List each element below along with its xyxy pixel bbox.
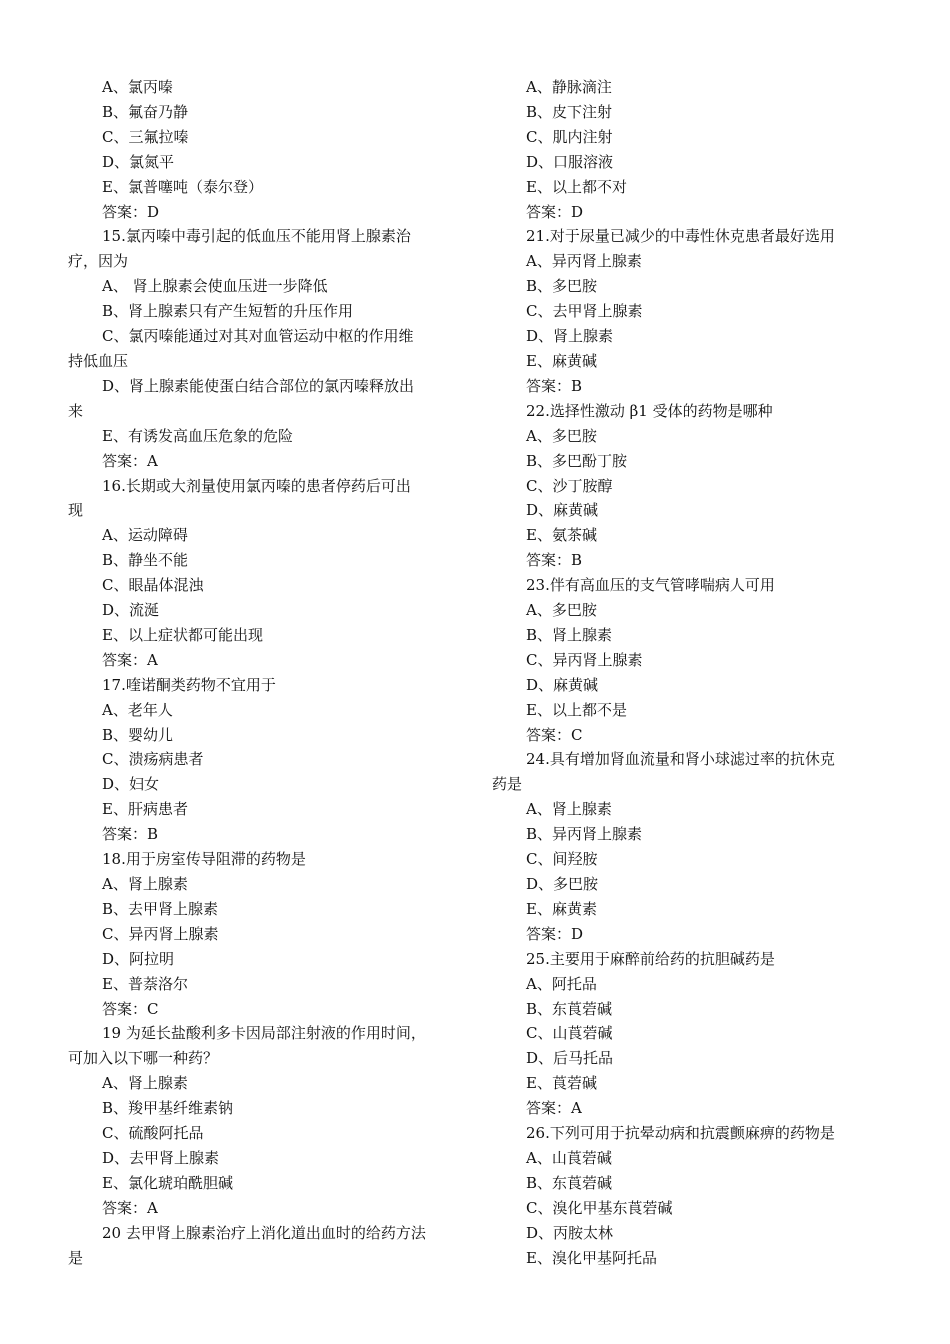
text-line: C、肌内注射 bbox=[526, 127, 613, 146]
text-line: 23.伴有高血压的支气管哮喘病人可用 bbox=[526, 576, 775, 595]
text-line: B、异丙肾上腺素 bbox=[526, 825, 643, 844]
text-line: 20 去甲肾上腺素治疗上消化道出血时的给药方法 bbox=[102, 1223, 426, 1242]
text-line: D、多巴胺 bbox=[526, 875, 599, 893]
text-line: D、口服溶液 bbox=[526, 152, 614, 171]
text-line: A、肾上腺素 bbox=[102, 1074, 188, 1093]
text-line: 答案：D bbox=[102, 202, 160, 221]
text-line: 答案：A bbox=[526, 1099, 582, 1118]
text-line: 24.具有增加肾血流量和肾小球滤过率的抗休克 bbox=[526, 750, 835, 769]
text-line: A、老年人 bbox=[102, 700, 173, 719]
text-line: D、流涎 bbox=[102, 601, 160, 620]
text-line: C、硫酸阿托品 bbox=[102, 1124, 204, 1143]
text-line: C、氯丙嗪能通过对其对血管运动中枢的作用维 bbox=[102, 327, 414, 346]
text-line: A、静脉滴注 bbox=[526, 78, 612, 96]
text-line: 答案：A bbox=[102, 1198, 158, 1217]
text-line: E、莨菪碱 bbox=[526, 1074, 597, 1093]
text-line: 来 bbox=[68, 401, 84, 420]
text-line: 可加入以下哪一种药？ bbox=[68, 1049, 219, 1068]
text-line: A、多巴胺 bbox=[526, 426, 597, 445]
text-line: E、氯化琥珀酰胆碱 bbox=[102, 1173, 233, 1192]
text-line: D、后马托品 bbox=[526, 1049, 614, 1068]
text-line: 药是 bbox=[492, 775, 523, 794]
text-line: 答案：D bbox=[526, 924, 584, 943]
text-line: D、阿拉明 bbox=[102, 949, 175, 968]
text-line: B、皮下注射 bbox=[526, 102, 613, 121]
text-line: C、异丙肾上腺素 bbox=[102, 924, 219, 943]
text-line: D、妇女 bbox=[102, 775, 160, 794]
text-line: A、氯丙嗪 bbox=[102, 78, 173, 96]
text-line: 答案：B bbox=[526, 376, 583, 395]
text-line: 22.选择性激动 β1 受体的药物是哪种 bbox=[526, 401, 773, 420]
text-line: 是 bbox=[68, 1248, 84, 1267]
text-line: D、麻黄碱 bbox=[526, 501, 599, 520]
text-line: C、溴化甲基东莨菪碱 bbox=[526, 1198, 673, 1217]
text-line: 疗，因为 bbox=[68, 252, 129, 271]
left-column bbox=[68, 75, 460, 1271]
text-line: 答案：C bbox=[526, 725, 583, 744]
text-line: C、沙丁胺醇 bbox=[526, 476, 613, 495]
text-line: 15.氯丙嗪中毒引起的低血压不能用肾上腺素治 bbox=[102, 227, 411, 246]
text-line: B、婴幼儿 bbox=[102, 725, 174, 744]
text-line: 25.主要用于麻醉前给药的抗胆碱药是 bbox=[526, 949, 775, 968]
text-line: B、肾上腺素只有产生短暂的升压作用 bbox=[102, 302, 354, 321]
text-line: D、去甲肾上腺素 bbox=[102, 1148, 220, 1167]
text-line: 答案：C bbox=[102, 999, 159, 1018]
text-line: B、东莨菪碱 bbox=[526, 1173, 613, 1192]
text-line: 答案：B bbox=[102, 825, 159, 844]
text-line: E、麻黄素 bbox=[526, 899, 597, 918]
text-line: 答案：D bbox=[526, 202, 584, 221]
text-line: E、有诱发高血压危象的危险 bbox=[102, 426, 293, 445]
text-line: 现 bbox=[68, 501, 84, 520]
text-line: D、肾上腺素能使蛋白结合部位的氯丙嗪释放出 bbox=[102, 376, 415, 395]
text-line: B、去甲肾上腺素 bbox=[102, 899, 219, 918]
text-line: B、东莨菪碱 bbox=[526, 999, 613, 1018]
text-line: 持低血压 bbox=[68, 351, 129, 370]
text-line: E、麻黄碱 bbox=[526, 351, 597, 370]
right-column bbox=[492, 75, 872, 1271]
text-line: E、溴化甲基阿托品 bbox=[526, 1248, 657, 1267]
text-line: 答案：B bbox=[526, 551, 583, 570]
text-line: D、肾上腺素 bbox=[526, 327, 614, 346]
text-line: C、溃疡病患者 bbox=[102, 750, 204, 769]
text-line: C、异丙肾上腺素 bbox=[526, 650, 643, 669]
text-line: 16.长期或大剂量使用氯丙嗪的患者停药后可出 bbox=[102, 476, 411, 495]
text-line: B、氟奋乃静 bbox=[102, 102, 189, 121]
text-line: E、以上症状都可能出现 bbox=[102, 625, 263, 644]
text-line: B、肾上腺素 bbox=[526, 625, 613, 644]
text-line: C、眼晶体混浊 bbox=[102, 576, 204, 595]
text-line: C、山莨菪碱 bbox=[526, 1024, 613, 1043]
text-line: C、间羟胺 bbox=[526, 850, 598, 869]
text-line: A、运动障碍 bbox=[102, 526, 188, 545]
text-line: 答案：A bbox=[102, 451, 158, 470]
text-line: E、普萘洛尔 bbox=[102, 974, 188, 993]
text-line: 19 为延长盐酸利多卡因局部注射液的作用时间， bbox=[102, 1024, 426, 1043]
text-line: E、以上都不是 bbox=[526, 700, 627, 719]
text-line: E、氨茶碱 bbox=[526, 526, 597, 545]
text-line: A、肾上腺素 bbox=[102, 875, 188, 893]
text-line: 21.对于尿量已减少的中毒性休克患者最好选用 bbox=[526, 227, 835, 246]
text-line: 17.喹诺酮类药物不宜用于 bbox=[102, 675, 276, 694]
text-line: E、氯普噻吨（泰尔登） bbox=[102, 177, 263, 196]
text-line: E、以上都不对 bbox=[526, 177, 627, 196]
text-line: 18.用于房室传导阻滞的药物是 bbox=[102, 850, 306, 869]
text-line: 26.下列可用于抗晕动病和抗震颤麻痹的药物是 bbox=[526, 1124, 835, 1143]
text-line: C、三氟拉嗪 bbox=[102, 127, 189, 146]
text-line: D、丙胺太林 bbox=[526, 1223, 614, 1242]
text-line: B、静坐不能 bbox=[102, 551, 189, 570]
text-line: A、 肾上腺素会使血压进一步降低 bbox=[102, 277, 328, 296]
text-line: C、去甲肾上腺素 bbox=[526, 302, 643, 321]
text-line: A、肾上腺素 bbox=[526, 800, 612, 819]
text-line: B、多巴胺 bbox=[526, 277, 598, 296]
text-line: A、异丙肾上腺素 bbox=[526, 252, 642, 271]
text-line: E、肝病患者 bbox=[102, 800, 188, 819]
text-line: A、多巴胺 bbox=[526, 601, 597, 620]
text-line: D、氯氮平 bbox=[102, 152, 175, 171]
text-line: 答案：A bbox=[102, 650, 158, 669]
text-line: B、多巴酚丁胺 bbox=[526, 451, 628, 470]
text-line: A、山莨菪碱 bbox=[526, 1148, 612, 1167]
text-line: B、羧甲基纤维素钠 bbox=[102, 1099, 234, 1118]
text-line: D、麻黄碱 bbox=[526, 675, 599, 694]
text-line: A、阿托品 bbox=[526, 974, 597, 993]
